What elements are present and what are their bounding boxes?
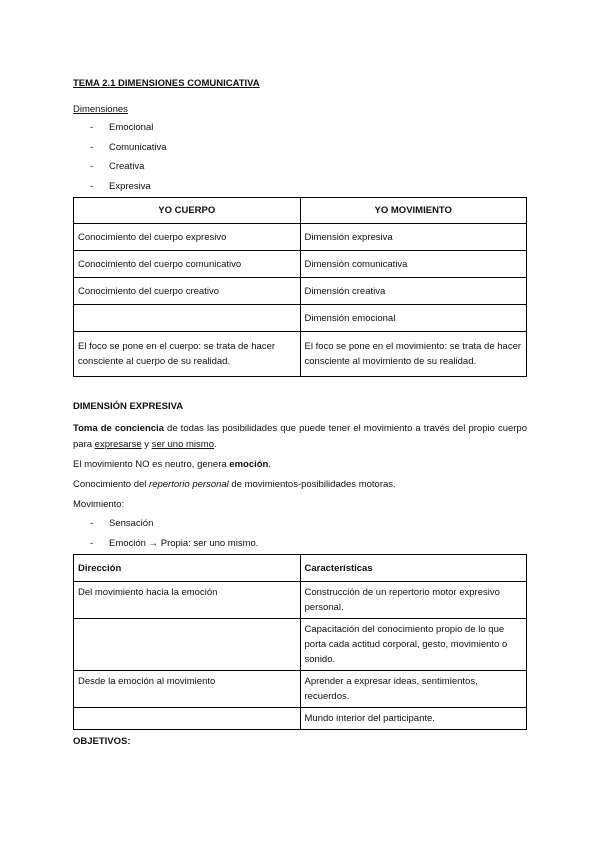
paragraph-text: . [214,439,217,450]
table-row [74,224,527,251]
bold-text: emoción [229,459,269,470]
table-cell: Dimensión emocional [300,305,527,332]
table-row [74,332,527,377]
paragraph-toma-de-conciencia [73,421,527,453]
table-row [74,582,527,619]
dimensions-table [73,197,527,377]
table-row [74,305,527,332]
bold-text: Toma de conciencia [73,423,164,434]
table-cell: Dimensión comunicativa [300,251,527,278]
table-cell: Desde la emoción al movimiento [74,671,301,708]
table-cell: Mundo interior del participante. [300,708,527,730]
list-item: - Emocional [73,118,527,138]
table-cell [74,619,301,671]
paragraph-text: de movimientos-posibilidades motoras. [228,479,396,490]
table-cell: Construcción de un repertorio motor expresivo personal. [300,582,527,619]
table-row [74,251,527,278]
direction-table [73,554,527,730]
table-header-row [74,555,527,582]
table-cell: El foco se pone en el cuerpo: se trata de hacer consciente al cuerpo de su realidad. [74,332,301,377]
section-heading-objetivos: OBJETIVOS: [73,736,131,747]
list-item: - Emoción → Propia: ser uno mismo. [73,534,527,554]
table-header: Dirección [74,555,301,582]
paragraph-text: . [268,459,271,470]
underlined-text: ser uno mismo [151,439,214,450]
table-header-row [74,198,527,224]
section-heading-expresiva: DIMENSIÓN EXPRESIVA [73,401,184,412]
paragraph-repertorio [73,477,527,493]
table-cell [74,305,301,332]
table-cell: Dimensión creativa [300,278,527,305]
movimiento-list [73,514,527,553]
paragraph-no-neutro [73,457,527,473]
list-item: - Comunicativa [73,138,527,158]
table-header: YO CUERPO [74,198,301,224]
table-cell [74,708,301,730]
table-cell: Conocimiento del cuerpo creativo [74,278,301,305]
document-page [73,76,527,750]
list-item: - Expresiva [73,177,527,197]
table-cell: Capacitación del conocimiento propio de lo que porta cada actitud corporal, gesto, movimiento o sonido. [300,619,527,671]
page-title: TEMA 2.1 DIMENSIONES COMUNICATIVA [73,78,260,89]
dimensions-list [73,118,527,196]
underlined-text: expresarse [94,439,142,450]
list-item: - Creativa [73,157,527,177]
table-row [74,671,527,708]
dimensions-heading: Dimensiones [73,104,128,115]
table-row [74,619,527,671]
table-row [74,278,527,305]
table-cell: Aprender a expresar ideas, sentimientos, recuerdos. [300,671,527,708]
table-cell: Dimensión expresiva [300,224,527,251]
paragraph-text: El movimiento NO es neutro, genera [73,459,230,470]
paragraph-text: Conocimiento del [73,479,150,490]
table-cell: Conocimiento del cuerpo comunicativo [74,251,301,278]
table-header: YO MOVIMIENTO [300,198,527,224]
paragraph-text: de todas las posibilidades que puede tener el movimiento a través del propio cuerpo para [73,423,527,450]
table-cell: El foco se pone en el movimiento: se trata de hacer consciente al movimiento de su realidad. [300,332,527,377]
italic-text: repertorio personal [149,479,229,490]
table-cell: Conocimiento del cuerpo expresivo [74,224,301,251]
list-item: - Sensación [73,514,527,534]
table-row [74,708,527,730]
paragraph-text: y [141,439,152,450]
movimiento-label: Movimiento: [73,499,125,510]
table-header: Características [300,555,527,582]
table-cell: Del movimiento hacia la emoción [74,582,301,619]
